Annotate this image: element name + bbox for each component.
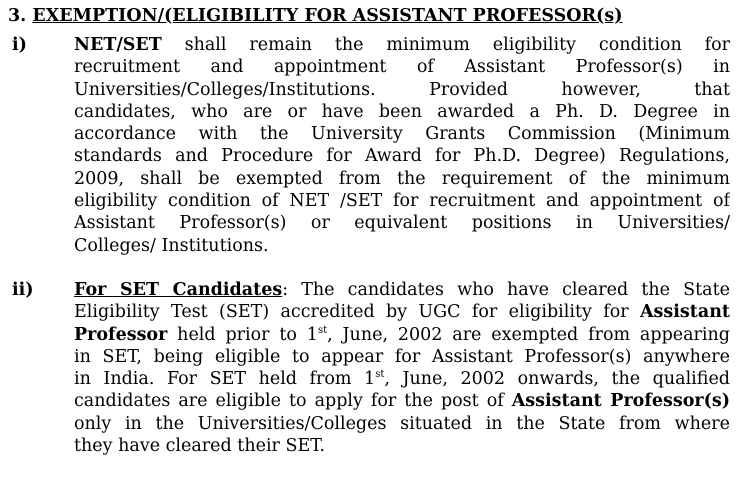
clause-marker: i) (12, 35, 27, 55)
clause-line: in India. For SET held from 1st, June, 2002 onwards, the qualified (74, 369, 730, 390)
clause-line: Assistant Professor(s) or equivalent positions in Universities/ (74, 213, 730, 234)
clause-line: For SET Candidates: The candidates who have cleared the State (74, 279, 730, 300)
clause-line: eligibility condition of NET /SET for recruitment and appointment of (74, 191, 730, 212)
clause-line: only in the Universities/Colleges situated in the State from where (74, 413, 730, 434)
clause-line: Universities/Colleges/Institutions. Provided however, that (74, 79, 730, 100)
clause-body (74, 34, 730, 257)
clause-line: in SET, being eligible to appear for Assistant Professor(s) anywhere (74, 346, 730, 367)
clause-line: candidates are eligible to apply for the post of Assistant Professor(s) (74, 391, 730, 412)
clause-line: Colleges/ Institutions. (74, 235, 269, 256)
section-heading (8, 5, 730, 27)
clause-line: they have cleared their SET. (74, 436, 325, 457)
clause-line: Professor held prior to 1st, June, 2002 are exempted from appearing (74, 324, 730, 345)
clause-line: candidates, who are or have been awarded a Ph. D. Degree in (74, 101, 730, 122)
clause-line: standards and Procedure for Award for Ph.D. Degree) Regulations, (74, 146, 730, 167)
clause-marker: ii) (12, 279, 34, 300)
clause-lead: For SET Candidates (74, 279, 283, 300)
clause-line: recruitment and appointment of Assistant Professor(s) in (74, 57, 730, 78)
clause-line: Eligibility Test (SET) accredited by UGC for eligibility for Assistant (74, 302, 730, 323)
clause-lead: NET/SET (74, 35, 162, 55)
clause-line: accordance with the University Grants Commission (Minimum (74, 124, 730, 145)
section-title: EXEMPTION/(ELIGIBILITY FOR ASSISTANT PROFESSOR(s) (32, 6, 623, 26)
section-number: 3. (8, 6, 27, 26)
clause-i (8, 34, 730, 257)
clause-line: 2009, shall be exempted from the requirement of the minimum (74, 168, 730, 189)
clause-ii (8, 279, 730, 457)
clause-line: NET/SET shall remain the minimum eligibility condition for (74, 35, 730, 55)
clause-body (74, 279, 730, 457)
